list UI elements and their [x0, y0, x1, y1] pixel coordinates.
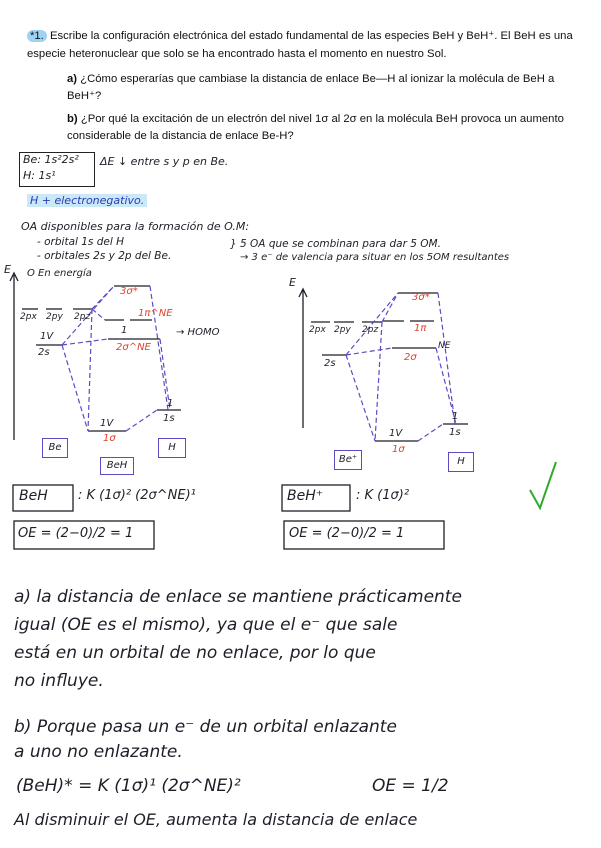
answer-a-line4: no influye. [14, 671, 104, 691]
left-atom-be: Be [42, 438, 68, 458]
behp-label: BeH⁺ [287, 488, 324, 504]
right-3sigma-label: 3σ* [412, 292, 430, 303]
left-1pi-label: 1π^NE [138, 308, 173, 319]
left-1sigma-electrons: 1V [100, 418, 114, 429]
left-s-electrons: 1V [40, 331, 54, 342]
answer-b-line1: b) Porque pasa un e⁻ de un orbital enlazante [14, 717, 397, 737]
left-2sigma-label: 2σ^NE [116, 342, 151, 353]
config-be: Be: 1s²2s² [23, 153, 79, 166]
right-p-label-3: 2pz [362, 325, 379, 335]
right-p-label-1: 2px [309, 325, 326, 335]
part-b-text2: considerable de la distancia de enlace Be-H? [67, 130, 294, 142]
right-s-label: 2s [324, 358, 336, 369]
left-p-label-1: 2px [20, 312, 37, 322]
question-number: *1. [27, 30, 47, 42]
left-2sigma-electron: 1 [121, 325, 128, 336]
beh-label: BeH [19, 488, 48, 504]
question-intro-line2: especie heteronuclear que solo se ha encontrado hasta el momento en nuestro Sol. [27, 48, 447, 60]
left-3sigma-label: 3σ* [120, 286, 138, 297]
part-b-label: b) [67, 113, 78, 125]
right-1sigma-electrons: 1V [389, 428, 403, 439]
right-h-electron: 1 [452, 411, 459, 422]
oa-brace2: → 3 e⁻ de valencia para situar en los 5OM resultantes [240, 252, 510, 263]
right-atom-be-plus: Be⁺ [334, 450, 362, 470]
right-1sigma-label: 1σ [392, 444, 405, 455]
delta-e-note: ΔE ↓ entre s y p en Be. [100, 155, 229, 168]
left-p-label-3: 2pz [74, 312, 91, 322]
answer-b-line2: a uno no enlazante. [14, 742, 183, 762]
left-axis-label: E [4, 263, 11, 276]
left-s-label: 2s [38, 347, 50, 358]
right-atom-h: H [448, 452, 474, 472]
left-1sigma-label: 1σ [103, 433, 116, 444]
answer-a-line2: igual (OE es el mismo), ya que el e⁻ que sale [14, 615, 398, 635]
left-axis-note: O En energía [27, 268, 92, 279]
oa-line1: - orbital 1s del H [37, 236, 125, 248]
oa-title: OA disponibles para la formación de O.M: [21, 220, 250, 233]
part-a-text: ¿Cómo esperarías que cambiase la distancia de enlace Be—H al ionizar la molécula de BeH a [80, 73, 555, 85]
answer-b-bond-order: OE = 1/2 [372, 776, 449, 796]
part-a-text2: BeH⁺? [67, 90, 102, 102]
h-electronegative-note: H + electronegativo. [27, 194, 147, 207]
question-intro-line1: Escribe la configuración electrónica del estado fundamental de las especies BeH y BeH⁺. El BeH es una [49, 30, 573, 42]
check-mark [530, 462, 556, 508]
right-2sigma-label: 2σ [404, 352, 417, 363]
left-molecule: BeH [100, 457, 134, 475]
behp-bond-order: OE = (2−0)/2 = 1 [289, 526, 405, 541]
left-p-label-2: 2py [46, 312, 63, 322]
right-h1s-label: 1s [449, 427, 461, 438]
behp-config: : K (1σ)² [356, 488, 410, 503]
correlation-lines [62, 286, 459, 441]
right-1pi-label: 1π [414, 323, 427, 334]
oa-line2: - orbitales 2s y 2p del Be. [37, 250, 172, 262]
right-p-label-2: 2py [334, 325, 351, 335]
right-ne-label: NE [438, 341, 451, 351]
answer-a-line3: está en un orbital de no enlace, por lo que [14, 643, 376, 663]
part-a-label: a) [67, 73, 78, 85]
answer-b-conclusion: Al disminuir el OE, aumenta la distancia de enlace [14, 810, 418, 829]
left-atom-h: H [158, 438, 186, 458]
beh-bond-order: OE = (2−0)/2 = 1 [18, 526, 134, 541]
config-h: H: 1s¹ [23, 169, 56, 182]
part-b-text: ¿Por qué la excitación de un electrón del nivel 1σ al 2σ en la molécula BeH provoca un aumento [80, 113, 564, 125]
left-homo: → HOMO [176, 327, 220, 338]
oa-brace1: } 5 OA que se combinan para dar 5 OM. [230, 238, 441, 250]
right-axis-label: E [289, 276, 296, 289]
beh-config: : K (1σ)² (2σ^NE)¹ [78, 488, 196, 503]
left-h-electron: 1 [167, 398, 174, 409]
answer-a-line1: a) la distancia de enlace se mantiene prácticamente [14, 587, 462, 607]
left-h1s-label: 1s [163, 413, 175, 424]
answer-b-equation: (BeH)* = K (1σ)¹ (2σ^NE)² [16, 776, 241, 796]
